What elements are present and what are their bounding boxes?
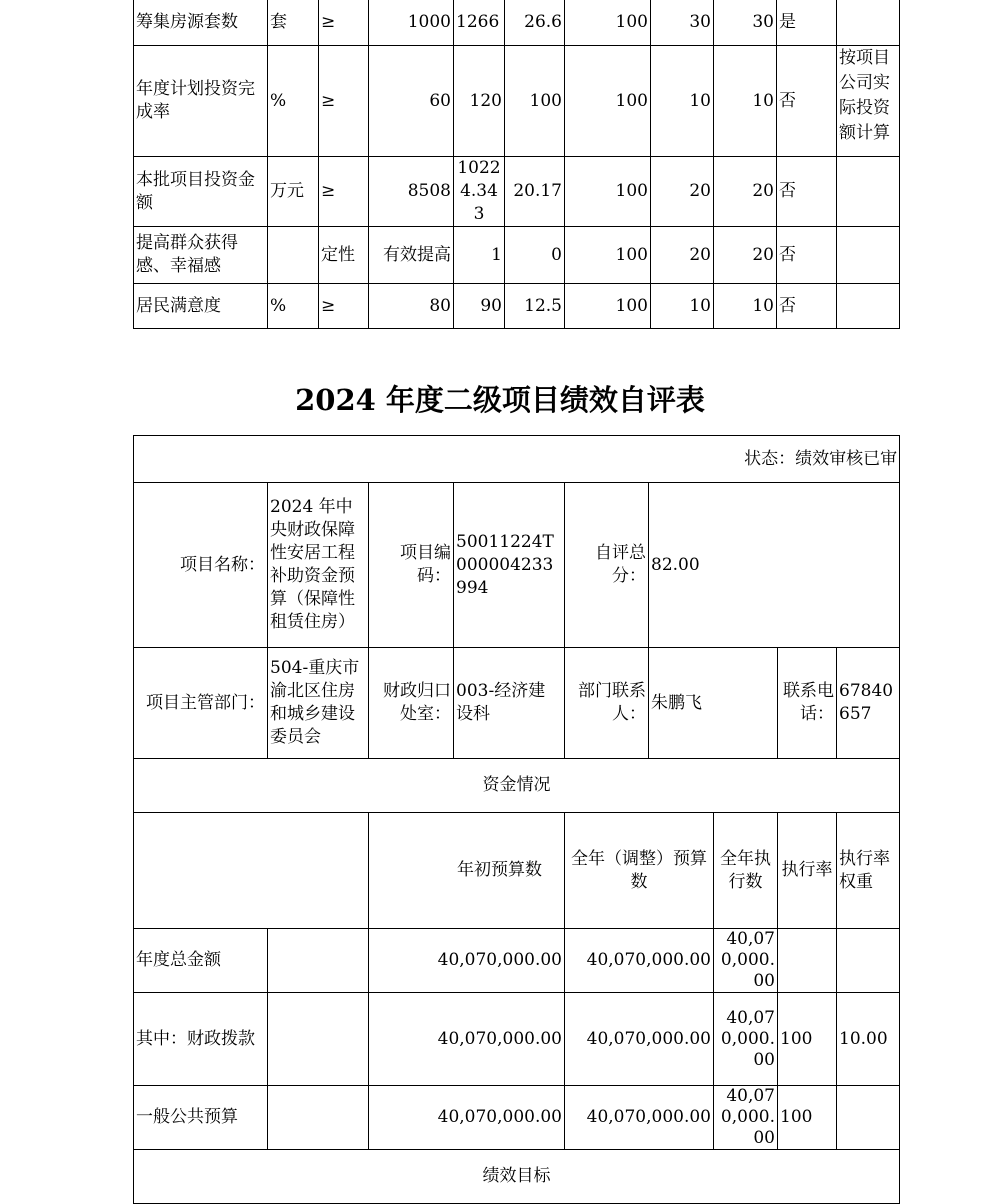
funds-weight: 10.00 bbox=[837, 993, 900, 1086]
funds-header-blank bbox=[134, 813, 369, 929]
funds-section-title: 资金情况 bbox=[134, 759, 900, 813]
funds-executed: 40,070,000.00 bbox=[714, 993, 778, 1086]
status-label: 状态：绩效审核已审 bbox=[134, 436, 900, 483]
indicator-flag: 否 bbox=[777, 46, 837, 157]
funds-rate bbox=[778, 929, 837, 993]
indicator-actual: 120 bbox=[454, 46, 505, 157]
header-executed: 全年执行数 bbox=[714, 813, 778, 929]
finance-office-value: 003-经济建设科 bbox=[454, 648, 565, 759]
table-row bbox=[134, 0, 900, 46]
indicator-weight: 10 bbox=[651, 284, 714, 329]
indicator-value: 100 bbox=[565, 157, 651, 227]
indicator-score: 10 bbox=[714, 284, 777, 329]
table-row bbox=[134, 284, 900, 329]
funds-rate: 100 bbox=[778, 1086, 837, 1150]
indicator-note bbox=[837, 284, 900, 329]
indicator-flag: 否 bbox=[777, 284, 837, 329]
indicator-target: 有效提高 bbox=[369, 227, 454, 284]
table-row bbox=[134, 929, 900, 993]
indicator-actual: 1 bbox=[454, 227, 505, 284]
indicator-operator: ≥ bbox=[319, 284, 369, 329]
table-row bbox=[134, 993, 900, 1086]
funds-cell-blank bbox=[268, 993, 369, 1086]
funds-initial: 40,070,000.00 bbox=[369, 993, 565, 1086]
indicator-unit: % bbox=[268, 284, 319, 329]
indicator-target: 8508 bbox=[369, 157, 454, 227]
indicator-operator: 定性 bbox=[319, 227, 369, 284]
indicator-note bbox=[837, 227, 900, 284]
indicator-target: 1000 bbox=[369, 0, 454, 46]
project-name-label: 项目名称： bbox=[134, 483, 268, 648]
evaluation-table bbox=[133, 435, 900, 1204]
phone-label: 联系电话： bbox=[778, 648, 837, 759]
indicator-note: 按项目公司实际投资额计算 bbox=[837, 46, 900, 157]
indicator-flag: 否 bbox=[777, 227, 837, 284]
finance-office-label: 财政归口处室： bbox=[369, 648, 454, 759]
table-row bbox=[134, 1086, 900, 1150]
funds-cell-blank bbox=[268, 1086, 369, 1150]
indicator-weight: 10 bbox=[651, 46, 714, 157]
indicator-score: 20 bbox=[714, 157, 777, 227]
page-title: 2024 年度二级项目绩效自评表 bbox=[295, 383, 705, 417]
indicator-target: 80 bbox=[369, 284, 454, 329]
indicator-operator: ≥ bbox=[319, 157, 369, 227]
funds-weight bbox=[837, 929, 900, 993]
funds-adjusted: 40,070,000.00 bbox=[565, 1086, 714, 1150]
project-code-value: 50011224T000004233994 bbox=[454, 483, 565, 648]
indicator-rate: 12.5 bbox=[505, 284, 565, 329]
indicator-value: 100 bbox=[565, 284, 651, 329]
funds-weight bbox=[837, 1086, 900, 1150]
indicator-value: 100 bbox=[565, 227, 651, 284]
funds-executed: 40,070,000.00 bbox=[714, 929, 778, 993]
table-row bbox=[134, 46, 900, 157]
indicator-name: 提高群众获得感、幸福感 bbox=[134, 227, 268, 284]
project-name-value: 2024 年中央财政保障性安居工程补助资金预算（保障性租赁住房） bbox=[268, 483, 369, 648]
self-score-value: 82.00 bbox=[649, 483, 900, 648]
indicator-name: 本批项目投资金额 bbox=[134, 157, 268, 227]
dept-value: 504-重庆市渝北区住房和城乡建设委员会 bbox=[268, 648, 369, 759]
funds-adjusted: 40,070,000.00 bbox=[565, 929, 714, 993]
header-initial-budget: 年初预算数 bbox=[369, 813, 565, 929]
header-rate-weight: 执行率权重 bbox=[837, 813, 900, 929]
indicator-operator: ≥ bbox=[319, 46, 369, 157]
funds-initial: 40,070,000.00 bbox=[369, 1086, 565, 1150]
funds-rate: 100 bbox=[778, 993, 837, 1086]
indicator-value: 100 bbox=[565, 0, 651, 46]
indicator-actual: 1266 bbox=[454, 0, 505, 46]
funds-cell-blank bbox=[268, 929, 369, 993]
funds-adjusted: 40,070,000.00 bbox=[565, 993, 714, 1086]
indicator-unit bbox=[268, 227, 319, 284]
header-exec-rate: 执行率 bbox=[778, 813, 837, 929]
project-code-label: 项目编码： bbox=[369, 483, 454, 648]
indicator-actual: 10224.343 bbox=[454, 157, 505, 227]
indicator-table bbox=[133, 0, 900, 329]
indicator-rate: 26.6 bbox=[505, 0, 565, 46]
contact-label: 部门联系人： bbox=[565, 648, 649, 759]
indicator-name: 筹集房源套数 bbox=[134, 0, 268, 46]
indicator-unit: % bbox=[268, 46, 319, 157]
self-score-label: 自评总分： bbox=[565, 483, 649, 648]
indicator-unit: 万元 bbox=[268, 157, 319, 227]
table-row bbox=[134, 227, 900, 284]
phone-value: 67840657 bbox=[837, 648, 900, 759]
indicator-flag: 否 bbox=[777, 157, 837, 227]
indicator-name: 年度计划投资完成率 bbox=[134, 46, 268, 157]
indicator-actual: 90 bbox=[454, 284, 505, 329]
funds-executed: 40,070,000.00 bbox=[714, 1086, 778, 1150]
indicator-note bbox=[837, 157, 900, 227]
indicator-score: 10 bbox=[714, 46, 777, 157]
funds-row-label: 年度总金额 bbox=[134, 929, 268, 993]
goals-section-title: 绩效目标 bbox=[134, 1150, 900, 1204]
indicator-rate: 20.17 bbox=[505, 157, 565, 227]
contact-value: 朱鹏飞 bbox=[649, 648, 778, 759]
header-adjusted-budget: 全年（调整）预算数 bbox=[565, 813, 714, 929]
funds-initial: 40,070,000.00 bbox=[369, 929, 565, 993]
indicator-score: 20 bbox=[714, 227, 777, 284]
table-row bbox=[134, 157, 900, 227]
indicator-rate: 100 bbox=[505, 46, 565, 157]
indicator-unit: 套 bbox=[268, 0, 319, 46]
indicator-target: 60 bbox=[369, 46, 454, 157]
indicator-rate: 0 bbox=[505, 227, 565, 284]
indicator-operator: ≥ bbox=[319, 0, 369, 46]
funds-row-label: 其中：财政拨款 bbox=[134, 993, 268, 1086]
indicator-note bbox=[837, 0, 900, 46]
indicator-weight: 20 bbox=[651, 157, 714, 227]
dept-label: 项目主管部门： bbox=[134, 648, 268, 759]
indicator-score: 30 bbox=[714, 0, 777, 46]
indicator-flag: 是 bbox=[777, 0, 837, 46]
indicator-weight: 30 bbox=[651, 0, 714, 46]
indicator-weight: 20 bbox=[651, 227, 714, 284]
indicator-name: 居民满意度 bbox=[134, 284, 268, 329]
funds-row-label: 一般公共预算 bbox=[134, 1086, 268, 1150]
indicator-value: 100 bbox=[565, 46, 651, 157]
